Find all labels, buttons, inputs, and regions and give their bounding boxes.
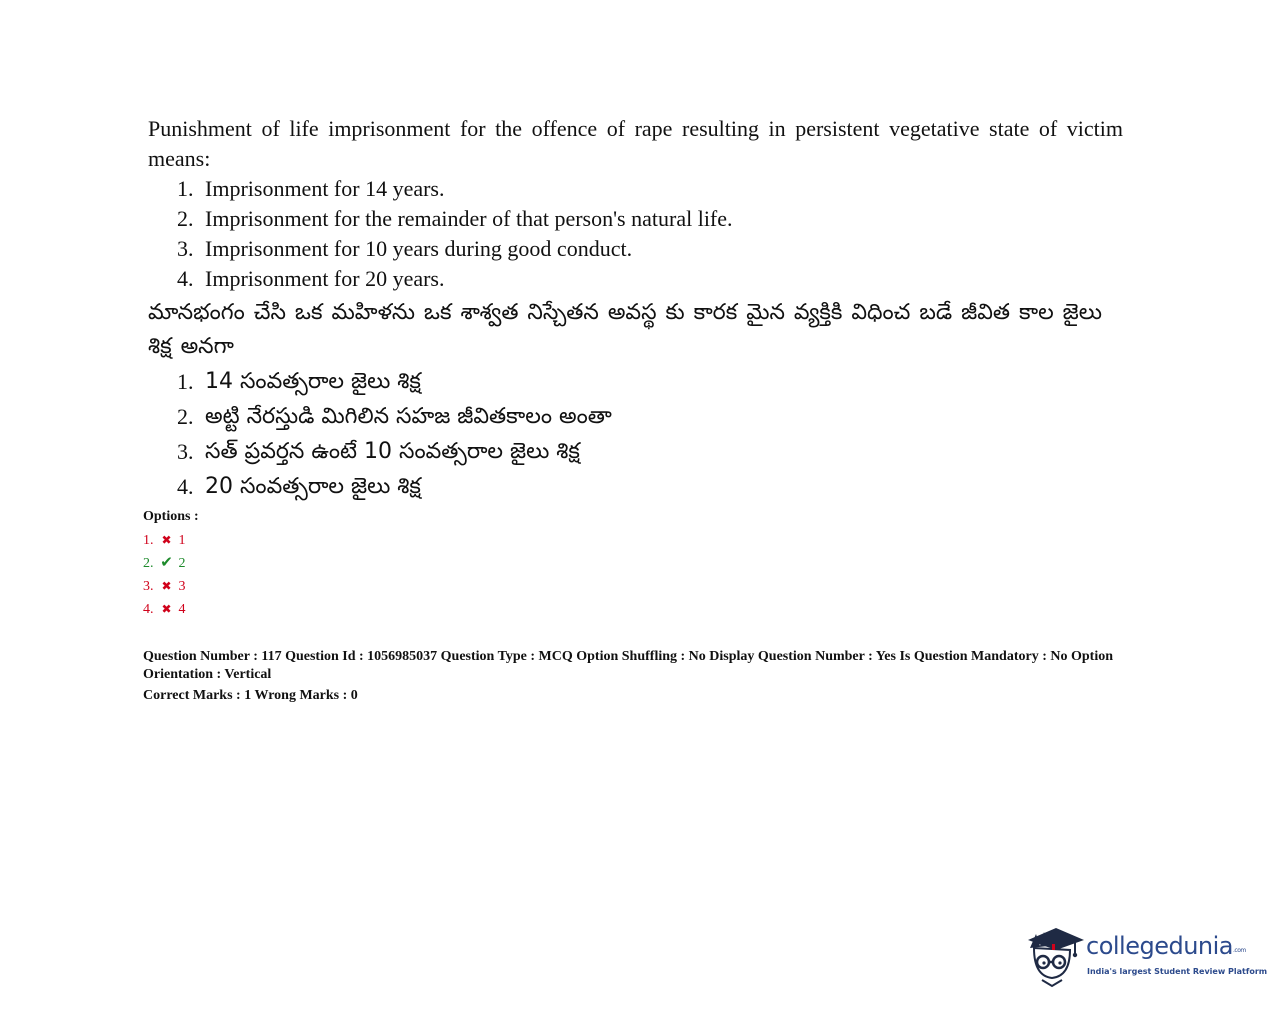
logo-name: collegedunia — [1086, 932, 1234, 960]
logo-tagline: India's largest Student Review Platform — [1087, 967, 1268, 976]
option-value: 1 — [178, 533, 186, 548]
choice-number: 3. — [177, 236, 194, 261]
question-text-english: Punishment of life imprisonment for the offence of rape resulting in persistent vegetative state of victim means: — [148, 116, 1123, 171]
choice-text: Imprisonment for 20 years. — [205, 266, 445, 291]
choice-text: Imprisonment for the remainder of that person's natural life. — [205, 206, 733, 231]
choice-text: సత్ ప్రవర్తన ఉంటే 10 సంవత్సరాల జైలు శిక్ష — [205, 439, 580, 464]
option-number: 2. — [143, 556, 154, 571]
question-meta-details: Question Number : 117 Question Id : 1056985037 Question Type : MCQ Option Shuffling : No Display Question Number : Yes Is Question Mandatory : No Option Orientation : Vertical — [143, 649, 1113, 682]
options-title: Options : — [143, 509, 199, 524]
choice-number: 2. — [177, 206, 194, 231]
telugu-choice — [148, 434, 1123, 469]
option-value: 2 — [178, 556, 186, 571]
choice-text: అట్టి నేరస్తుడి మిగిలిన సహజ జీవితకాలం అంతా — [205, 404, 612, 429]
question-text-telugu: మానభంగం చేసి ఒక మహిళను ఒక శాశ్వత నిస్చేతన అవస్థ కు కారక మైన వ్యక్తికి విధించ బడే జీవిత కాల జైలు శిక్ష అనగా — [148, 300, 1102, 359]
option-number: 4. — [143, 602, 154, 617]
option-item — [143, 598, 199, 621]
english-choices-list — [148, 174, 1123, 294]
english-choice — [148, 234, 1123, 264]
collegedunia-logo — [1022, 918, 1268, 990]
option-item — [143, 575, 199, 598]
telugu-choice — [148, 399, 1123, 434]
cross-icon: ✖ — [161, 533, 172, 547]
telugu-choices-list — [148, 364, 1123, 504]
option-value: 3 — [178, 579, 186, 594]
mascot-icon — [1022, 918, 1086, 990]
choice-number: 2. — [177, 404, 194, 429]
cross-icon: ✖ — [161, 602, 172, 616]
choice-number: 1. — [177, 176, 194, 201]
option-number: 3. — [143, 579, 154, 594]
choice-number: 3. — [177, 439, 194, 464]
option-number: 1. — [143, 533, 154, 548]
cross-icon: ✖ — [161, 579, 172, 593]
choice-text: 14 సంవత్సరాల జైలు శిక్ష — [205, 369, 421, 394]
choice-number: 4. — [177, 474, 194, 499]
choice-text: 20 సంవత్సరాల జైలు శిక్ష — [205, 474, 421, 499]
options-block — [143, 507, 199, 621]
telugu-choice — [148, 364, 1123, 399]
question-block — [148, 114, 1123, 504]
choice-text: Imprisonment for 14 years. — [205, 176, 445, 201]
telugu-choice — [148, 469, 1123, 504]
option-value: 4 — [178, 602, 186, 617]
english-choice — [148, 264, 1123, 294]
option-item — [143, 552, 199, 575]
choice-number: 4. — [177, 266, 194, 291]
english-choice — [148, 204, 1123, 234]
logo-suffix: .com — [1233, 947, 1246, 954]
marks-info: Correct Marks : 1 Wrong Marks : 0 — [143, 688, 358, 703]
question-meta — [143, 648, 1153, 705]
logo-wordmark — [1086, 932, 1246, 960]
option-item — [143, 529, 199, 552]
choice-number: 1. — [177, 369, 194, 394]
english-choice — [148, 174, 1123, 204]
check-icon: ✔ — [160, 555, 173, 571]
choice-text: Imprisonment for 10 years during good conduct. — [205, 236, 633, 261]
